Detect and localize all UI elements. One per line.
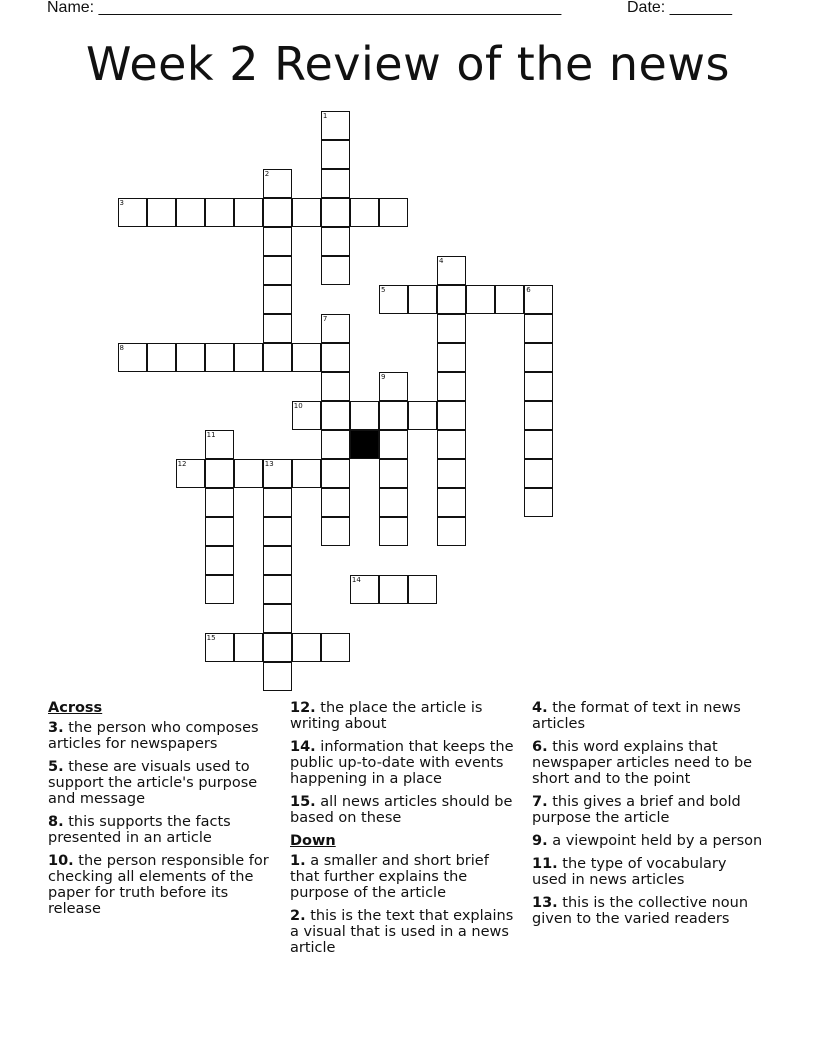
clue-text: the person who composes articles for newspapers — [48, 720, 259, 752]
grid-cell[interactable] — [524, 459, 553, 488]
grid-cell[interactable] — [263, 662, 292, 691]
grid-cell[interactable] — [321, 111, 350, 140]
down-heading: Down — [290, 833, 336, 849]
clue-number: 8. — [48, 814, 64, 830]
grid-cell[interactable] — [437, 517, 466, 546]
grid-cell[interactable] — [205, 546, 234, 575]
clue-number-label: 12 — [177, 460, 187, 469]
grid-cell[interactable] — [205, 633, 234, 662]
grid-cell[interactable] — [379, 401, 408, 430]
grid-cell[interactable] — [234, 198, 263, 227]
grid-cell[interactable] — [524, 343, 553, 372]
clue-number-label: 11 — [206, 431, 216, 440]
grid-cell[interactable] — [147, 198, 176, 227]
clue-text: the format of text in news articles — [532, 700, 741, 732]
clue-text: this is the collective noun given to the varied readers — [532, 895, 749, 927]
grid-cell[interactable] — [437, 314, 466, 343]
grid-cell[interactable] — [321, 140, 350, 169]
clue-number: 13. — [532, 895, 558, 911]
grid-cell[interactable] — [437, 430, 466, 459]
grid-cell[interactable] — [292, 198, 321, 227]
grid-cell[interactable] — [321, 372, 350, 401]
grid-cell[interactable] — [437, 256, 466, 285]
clue-number-label: 1 — [322, 111, 328, 120]
grid-cell[interactable] — [321, 459, 350, 488]
clue-down-1 — [290, 853, 522, 901]
grid-cell[interactable] — [205, 488, 234, 517]
clue-number-label: 4 — [439, 256, 444, 265]
clue-number: 6. — [532, 739, 548, 755]
grid-cell[interactable] — [495, 285, 524, 314]
grid-cell[interactable] — [263, 285, 292, 314]
grid-cell[interactable] — [466, 285, 495, 314]
grid-cell[interactable] — [234, 633, 263, 662]
grid-cell[interactable] — [263, 575, 292, 604]
grid-cell[interactable] — [205, 459, 234, 488]
grid-cell[interactable] — [205, 517, 234, 546]
grid-cell[interactable] — [321, 314, 350, 343]
clue-number-label: 14 — [351, 576, 361, 585]
grid-cell[interactable] — [263, 227, 292, 256]
grid-cell[interactable] — [147, 343, 176, 372]
grid-cell[interactable] — [524, 488, 553, 517]
grid-cell[interactable] — [205, 343, 234, 372]
clue-number: 1. — [290, 853, 306, 869]
clue-across-8 — [48, 814, 280, 846]
clues-column-1 — [48, 700, 280, 924]
clue-number: 3. — [48, 720, 64, 736]
grid-cell[interactable] — [205, 198, 234, 227]
grid-cell[interactable] — [379, 285, 408, 314]
clue-text: the person responsible for checking all elements of the paper for truth before its release — [48, 853, 269, 917]
clue-number-label: 15 — [206, 634, 216, 643]
clue-down-13 — [532, 895, 764, 927]
grid-cell[interactable] — [292, 343, 321, 372]
clue-text: this supports the facts presented in an article — [48, 814, 231, 846]
grid-cell[interactable] — [321, 517, 350, 546]
grid-cell[interactable] — [292, 401, 321, 430]
grid-cell[interactable] — [321, 227, 350, 256]
clue-number: 9. — [532, 833, 548, 849]
grid-cell[interactable] — [118, 343, 147, 372]
clue-number: 11. — [532, 856, 558, 872]
clue-down-9 — [532, 833, 764, 849]
name-field[interactable]: Name: ____________________________________________________ — [47, 0, 562, 16]
grid-cell[interactable] — [263, 546, 292, 575]
grid-cell[interactable] — [263, 198, 292, 227]
clue-across-12 — [290, 700, 522, 732]
grid-cell[interactable] — [263, 604, 292, 633]
grid-cell[interactable] — [176, 198, 205, 227]
clue-text: these are visuals used to support the article's purpose and message — [48, 759, 258, 807]
grid-cell[interactable] — [292, 459, 321, 488]
grid-cell[interactable] — [408, 401, 437, 430]
grid-cell[interactable] — [437, 401, 466, 430]
clue-down-2 — [290, 908, 522, 956]
clue-across-5 — [48, 759, 280, 807]
grid-cell[interactable] — [263, 517, 292, 546]
grid-cell[interactable] — [524, 314, 553, 343]
grid-cell[interactable] — [437, 372, 466, 401]
clue-text: all news articles should be based on these — [290, 794, 513, 826]
grid-cell[interactable] — [205, 430, 234, 459]
clue-number: 12. — [290, 700, 316, 716]
clue-down-4 — [532, 700, 764, 732]
grid-cell[interactable] — [234, 459, 263, 488]
grid-cell[interactable] — [263, 314, 292, 343]
grid-cell[interactable] — [408, 285, 437, 314]
clue-number-label: 5 — [380, 285, 386, 294]
grid-cell[interactable] — [379, 517, 408, 546]
grid-cell[interactable] — [321, 401, 350, 430]
grid-cell[interactable] — [321, 169, 350, 198]
clue-number: 10. — [48, 853, 74, 869]
grid-cell[interactable] — [350, 198, 379, 227]
clue-across-14 — [290, 739, 522, 787]
grid-cell[interactable] — [321, 633, 350, 662]
clues-column-2 — [290, 700, 522, 963]
grid-cell[interactable] — [524, 372, 553, 401]
clues-section — [48, 700, 778, 1000]
clue-number: 7. — [532, 794, 548, 810]
grid-cell[interactable] — [321, 198, 350, 227]
clue-down-7 — [532, 794, 764, 826]
grid-cell[interactable] — [321, 256, 350, 285]
grid-cell[interactable] — [379, 575, 408, 604]
clue-number-label: 13 — [264, 460, 274, 469]
grid-cell[interactable] — [350, 575, 379, 604]
clue-number: 5. — [48, 759, 64, 775]
grid-cell[interactable] — [524, 430, 553, 459]
date-field[interactable]: Date: _______ — [627, 0, 732, 16]
grid-cell[interactable] — [350, 401, 379, 430]
grid-cell[interactable] — [292, 633, 321, 662]
clue-text: a smaller and short brief that further explains the purpose of the article — [290, 853, 489, 901]
grid-cell[interactable] — [176, 343, 205, 372]
clues-column-3 — [532, 700, 764, 934]
clue-text: a viewpoint held by a person — [547, 833, 763, 849]
across-heading: Across — [48, 700, 103, 716]
clue-across-15 — [290, 794, 522, 826]
clue-number: 15. — [290, 794, 316, 810]
grid-cell[interactable] — [118, 198, 147, 227]
grid-cell[interactable] — [321, 488, 350, 517]
clue-number-label: 7 — [322, 314, 328, 323]
grid-cell[interactable] — [321, 343, 350, 372]
clue-number: 4. — [532, 700, 548, 716]
grid-cell[interactable] — [263, 633, 292, 662]
grid-cell[interactable] — [205, 575, 234, 604]
grid-cell[interactable] — [263, 256, 292, 285]
clue-number-label: 8 — [119, 343, 124, 352]
grid-cell[interactable] — [321, 430, 350, 459]
grid-cell[interactable] — [437, 343, 466, 372]
grid-cell[interactable] — [379, 459, 408, 488]
clue-number: 14. — [290, 739, 316, 755]
grid-cell[interactable] — [379, 372, 408, 401]
grid-cell[interactable] — [263, 488, 292, 517]
clue-number-label: 10 — [293, 402, 303, 410]
clue-text: the place the article is writing about — [290, 700, 483, 732]
page-title: Week 2 Review of the news — [86, 37, 730, 91]
clue-down-6 — [532, 739, 764, 787]
grid-cell[interactable] — [524, 401, 553, 430]
clue-number-label: 3 — [119, 198, 124, 207]
clue-text: the type of vocabulary used in news articles — [532, 856, 727, 888]
grid-cell[interactable] — [263, 169, 292, 198]
grid-cell[interactable] — [379, 198, 408, 227]
grid-cell[interactable] — [524, 285, 553, 314]
clue-number-label: 9 — [380, 372, 386, 381]
grid-cell[interactable] — [379, 430, 408, 459]
clue-down-11 — [532, 856, 764, 888]
grid-cell[interactable] — [176, 459, 205, 488]
clue-across-10 — [48, 853, 280, 917]
grid-cell[interactable] — [234, 343, 263, 372]
grid-cell[interactable] — [437, 459, 466, 488]
clue-text: this gives a brief and bold purpose the article — [532, 794, 741, 826]
clue-number-label: 6 — [526, 285, 531, 294]
clue-text: this word explains that newspaper articles need to be short and to the point — [532, 739, 753, 787]
grid-cell[interactable] — [408, 575, 437, 604]
grid-cell[interactable] — [437, 285, 466, 314]
clue-text: this is the text that explains a visual that is used in a news article — [290, 908, 514, 956]
grid-cell[interactable] — [379, 488, 408, 517]
clue-text: information that keeps the public up-to-date with events happening in a place — [290, 739, 514, 787]
grid-cell[interactable] — [263, 459, 292, 488]
clue-number-label: 2 — [264, 169, 270, 178]
grid-cell[interactable] — [437, 488, 466, 517]
clue-number: 2. — [290, 908, 306, 924]
clue-across-3 — [48, 720, 280, 752]
grid-cell[interactable] — [263, 343, 292, 372]
black-cell — [350, 430, 379, 459]
